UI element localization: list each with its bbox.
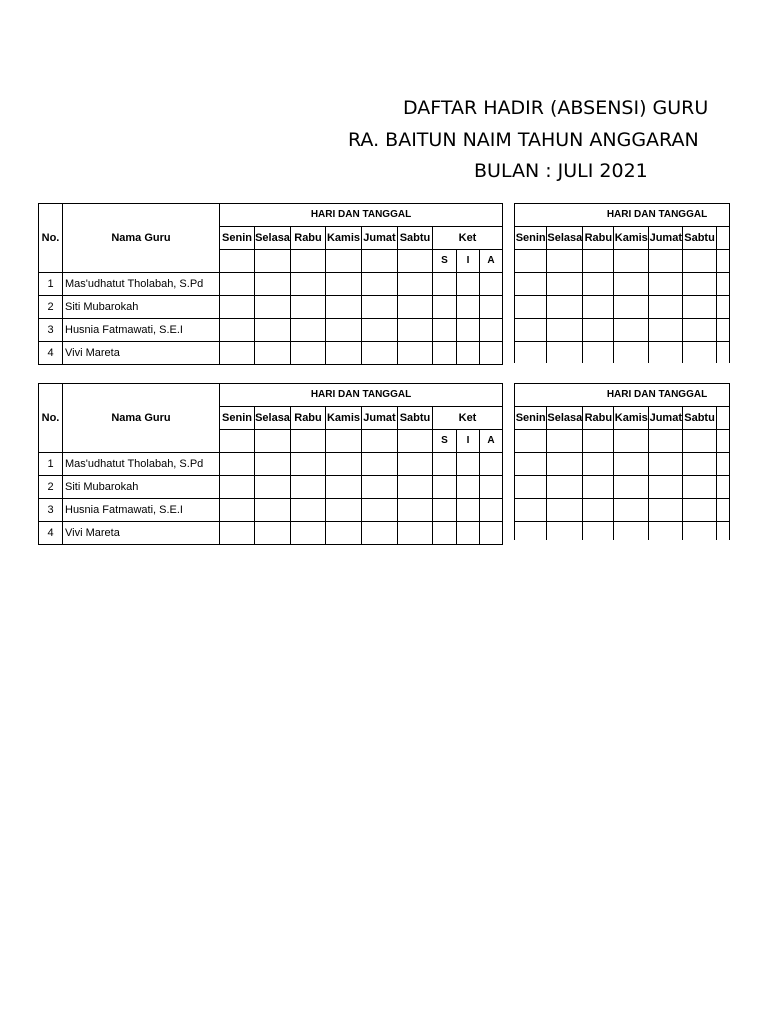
col-header-nama-guru: Nama Guru xyxy=(63,384,220,453)
attendance-cell[interactable] xyxy=(583,342,614,364)
row-teacher-name: Vivi Mareta xyxy=(63,522,220,545)
attendance-cell[interactable] xyxy=(457,296,480,319)
date-cell[interactable] xyxy=(583,430,614,453)
attendance-cell[interactable] xyxy=(583,522,614,541)
attendance-cell[interactable] xyxy=(398,342,433,365)
attendance-cell[interactable] xyxy=(480,319,503,342)
attendance-cell[interactable] xyxy=(583,296,614,319)
table-row xyxy=(515,499,730,522)
date-cell[interactable] xyxy=(362,250,398,273)
attendance-cell[interactable] xyxy=(220,476,255,499)
attendance-cell[interactable] xyxy=(583,499,614,522)
attendance-cell[interactable] xyxy=(255,273,291,296)
row-no: 4 xyxy=(39,522,63,545)
attendance-cell[interactable] xyxy=(547,499,583,522)
attendance-cell[interactable] xyxy=(649,273,683,296)
cell xyxy=(716,407,729,430)
date-cell[interactable] xyxy=(614,430,649,453)
row-no: 2 xyxy=(39,296,63,319)
attendance-cell[interactable] xyxy=(614,499,649,522)
attendance-cell[interactable] xyxy=(398,296,433,319)
attendance-cell[interactable] xyxy=(398,476,433,499)
day-selasa: Selasa xyxy=(255,227,291,250)
attendance-cell[interactable] xyxy=(398,319,433,342)
attendance-cell[interactable] xyxy=(649,453,683,476)
date-cell[interactable] xyxy=(398,430,433,453)
day-rabu: Rabu xyxy=(291,407,326,430)
attendance-cell[interactable] xyxy=(614,453,649,476)
row-teacher-name: Siti Mubarokah xyxy=(63,476,220,499)
attendance-cell[interactable] xyxy=(649,476,683,499)
attendance-cell[interactable] xyxy=(515,476,547,499)
attendance-cell[interactable] xyxy=(326,342,362,365)
attendance-cell[interactable] xyxy=(515,453,547,476)
attendance-cell[interactable] xyxy=(515,499,547,522)
attendance-cell[interactable] xyxy=(649,319,683,342)
date-cell[interactable] xyxy=(614,250,649,273)
col-header-ket: Ket xyxy=(433,227,503,250)
date-cell[interactable] xyxy=(515,250,547,273)
col-header-no: No. xyxy=(39,384,63,453)
date-cell[interactable] xyxy=(683,430,716,453)
attendance-cell[interactable] xyxy=(362,476,398,499)
table-row xyxy=(39,476,503,499)
attendance-cell[interactable] xyxy=(433,453,457,476)
attendance-cell[interactable] xyxy=(480,499,503,522)
row-no: 1 xyxy=(39,453,63,476)
attendance-cell[interactable] xyxy=(220,522,255,545)
attendance-cell[interactable] xyxy=(326,522,362,545)
date-cell[interactable] xyxy=(291,430,326,453)
date-cell[interactable] xyxy=(547,430,583,453)
attendance-cell[interactable] xyxy=(683,296,716,319)
ket-alpa: A xyxy=(480,430,503,453)
attendance-cell[interactable] xyxy=(220,296,255,319)
day-senin: Senin xyxy=(220,227,255,250)
day-jumat: Jumat xyxy=(362,227,398,250)
attendance-cell[interactable] xyxy=(716,273,729,296)
attendance-cell[interactable] xyxy=(547,453,583,476)
attendance-cell[interactable] xyxy=(480,476,503,499)
attendance-cell[interactable] xyxy=(649,342,683,364)
attendance-cell[interactable] xyxy=(614,342,649,364)
attendance-cell[interactable] xyxy=(547,342,583,364)
attendance-cell[interactable] xyxy=(220,273,255,296)
attendance-cell[interactable] xyxy=(255,499,291,522)
col-header-hari-dan-tanggal: HARI DAN TANGGAL xyxy=(220,204,503,227)
attendance-cell[interactable] xyxy=(583,319,614,342)
attendance-cell[interactable] xyxy=(614,476,649,499)
attendance-cell[interactable] xyxy=(457,453,480,476)
row-no: 2 xyxy=(39,476,63,499)
date-cell[interactable] xyxy=(255,250,291,273)
table-row xyxy=(39,499,503,522)
day-rabu: Rabu xyxy=(583,227,614,250)
day-jumat: Jumat xyxy=(362,407,398,430)
attendance-cell[interactable] xyxy=(515,522,547,541)
date-cell[interactable] xyxy=(220,250,255,273)
table-row xyxy=(515,476,730,499)
date-cell[interactable] xyxy=(291,250,326,273)
day-senin: Senin xyxy=(515,227,547,250)
date-cell[interactable] xyxy=(362,430,398,453)
ket-izin: I xyxy=(457,250,480,273)
attendance-cell[interactable] xyxy=(683,499,716,522)
table-row xyxy=(515,453,730,476)
day-senin: Senin xyxy=(220,407,255,430)
ket-sakit: S xyxy=(433,250,457,273)
date-cell[interactable] xyxy=(649,250,683,273)
attendance-cell[interactable] xyxy=(255,342,291,365)
page-title: DAFTAR HADIR (ABSENSI) GURU xyxy=(403,97,709,119)
table-row xyxy=(515,296,730,319)
row-no: 4 xyxy=(39,342,63,365)
table-row xyxy=(39,296,503,319)
attendance-cell[interactable] xyxy=(515,342,547,364)
institution-title: RA. BAITUN NAIM TAHUN ANGGARAN xyxy=(348,129,699,151)
attendance-cell[interactable] xyxy=(457,273,480,296)
attendance-cell[interactable] xyxy=(220,499,255,522)
attendance-cell[interactable] xyxy=(480,342,503,365)
day-selasa: Selasa xyxy=(255,407,291,430)
attendance-cell[interactable] xyxy=(362,319,398,342)
day-selasa: Selasa xyxy=(547,407,583,430)
cell xyxy=(716,227,729,250)
attendance-cell[interactable] xyxy=(326,453,362,476)
attendance-cell[interactable] xyxy=(362,499,398,522)
attendance-cell[interactable] xyxy=(291,499,326,522)
attendance-cell[interactable] xyxy=(220,319,255,342)
day-kamis: Kamis xyxy=(326,407,362,430)
attendance-cell[interactable] xyxy=(583,476,614,499)
day-rabu: Rabu xyxy=(291,227,326,250)
day-sabtu: Sabtu xyxy=(398,407,433,430)
attendance-table-left-1 xyxy=(38,203,503,365)
attendance-cell[interactable] xyxy=(716,342,729,364)
attendance-cell[interactable] xyxy=(716,522,729,541)
day-rabu: Rabu xyxy=(583,407,614,430)
day-kamis: Kamis xyxy=(326,227,362,250)
date-cell[interactable] xyxy=(716,430,729,453)
attendance-cell[interactable] xyxy=(614,319,649,342)
row-teacher-name: Siti Mubarokah xyxy=(63,296,220,319)
attendance-cell[interactable] xyxy=(362,522,398,545)
date-cell[interactable] xyxy=(255,430,291,453)
attendance-cell[interactable] xyxy=(291,273,326,296)
date-cell[interactable] xyxy=(515,430,547,453)
day-jumat: Jumat xyxy=(649,227,683,250)
attendance-cell[interactable] xyxy=(326,296,362,319)
attendance-cell[interactable] xyxy=(362,296,398,319)
attendance-cell[interactable] xyxy=(649,296,683,319)
row-no: 3 xyxy=(39,499,63,522)
attendance-cell[interactable] xyxy=(398,453,433,476)
date-cell[interactable] xyxy=(683,250,716,273)
attendance-cell[interactable] xyxy=(683,273,716,296)
attendance-cell[interactable] xyxy=(255,476,291,499)
attendance-cell[interactable] xyxy=(433,522,457,545)
row-teacher-name: Husnia Fatmawati, S.E.I xyxy=(63,319,220,342)
attendance-cell[interactable] xyxy=(291,453,326,476)
attendance-cell[interactable] xyxy=(433,319,457,342)
attendance-cell[interactable] xyxy=(515,296,547,319)
attendance-cell[interactable] xyxy=(433,273,457,296)
attendance-cell[interactable] xyxy=(649,522,683,541)
col-header-no: No. xyxy=(39,204,63,273)
col-header-hari-dan-tanggal: HARI DAN TANGGAL xyxy=(515,204,730,227)
attendance-cell[interactable] xyxy=(716,499,729,522)
day-selasa: Selasa xyxy=(547,227,583,250)
attendance-cell[interactable] xyxy=(614,296,649,319)
attendance-table-right-2 xyxy=(514,383,730,540)
attendance-cell[interactable] xyxy=(583,273,614,296)
attendance-cell[interactable] xyxy=(398,522,433,545)
attendance-cell[interactable] xyxy=(515,319,547,342)
attendance-cell[interactable] xyxy=(457,476,480,499)
day-sabtu: Sabtu xyxy=(398,227,433,250)
table-row xyxy=(515,522,730,541)
attendance-cell[interactable] xyxy=(255,522,291,545)
col-header-hari-dan-tanggal: HARI DAN TANGGAL xyxy=(515,384,730,407)
attendance-cell[interactable] xyxy=(291,296,326,319)
attendance-cell[interactable] xyxy=(433,499,457,522)
attendance-cell[interactable] xyxy=(716,296,729,319)
date-cell[interactable] xyxy=(649,430,683,453)
row-no: 3 xyxy=(39,319,63,342)
col-header-hari-dan-tanggal: HARI DAN TANGGAL xyxy=(220,384,503,407)
attendance-cell[interactable] xyxy=(649,499,683,522)
attendance-cell[interactable] xyxy=(683,342,716,364)
col-header-ket: Ket xyxy=(433,407,503,430)
attendance-cell[interactable] xyxy=(547,522,583,541)
attendance-cell[interactable] xyxy=(683,522,716,541)
attendance-cell[interactable] xyxy=(716,319,729,342)
date-cell[interactable] xyxy=(547,250,583,273)
row-teacher-name: Mas'udhatut Tholabah, S.Pd xyxy=(63,453,220,476)
day-sabtu: Sabtu xyxy=(683,227,716,250)
row-teacher-name: Mas'udhatut Tholabah, S.Pd xyxy=(63,273,220,296)
table-row xyxy=(515,342,730,364)
attendance-cell[interactable] xyxy=(362,342,398,365)
attendance-cell[interactable] xyxy=(433,476,457,499)
attendance-cell[interactable] xyxy=(326,476,362,499)
attendance-cell[interactable] xyxy=(614,522,649,541)
ket-izin: I xyxy=(457,430,480,453)
row-teacher-name: Vivi Mareta xyxy=(63,342,220,365)
attendance-cell[interactable] xyxy=(480,296,503,319)
attendance-cell[interactable] xyxy=(326,273,362,296)
attendance-cell[interactable] xyxy=(255,319,291,342)
attendance-cell[interactable] xyxy=(291,319,326,342)
ket-sakit: S xyxy=(433,430,457,453)
attendance-cell[interactable] xyxy=(614,273,649,296)
attendance-cell[interactable] xyxy=(326,499,362,522)
attendance-cell[interactable] xyxy=(220,453,255,476)
table-row xyxy=(39,522,503,545)
attendance-cell[interactable] xyxy=(683,319,716,342)
month-title: BULAN : JULI 2021 xyxy=(474,160,648,182)
attendance-cell[interactable] xyxy=(362,453,398,476)
attendance-cell[interactable] xyxy=(398,499,433,522)
attendance-cell[interactable] xyxy=(291,476,326,499)
table-row xyxy=(515,319,730,342)
row-no: 1 xyxy=(39,273,63,296)
attendance-cell[interactable] xyxy=(457,319,480,342)
date-cell[interactable] xyxy=(583,250,614,273)
attendance-cell[interactable] xyxy=(515,273,547,296)
attendance-cell[interactable] xyxy=(255,453,291,476)
date-cell[interactable] xyxy=(716,250,729,273)
attendance-cell[interactable] xyxy=(398,273,433,296)
date-cell[interactable] xyxy=(398,250,433,273)
table-row xyxy=(39,453,503,476)
attendance-cell[interactable] xyxy=(683,453,716,476)
attendance-cell[interactable] xyxy=(291,522,326,545)
attendance-cell[interactable] xyxy=(291,342,326,365)
date-cell[interactable] xyxy=(326,250,362,273)
ket-alpa: A xyxy=(480,250,503,273)
attendance-cell[interactable] xyxy=(220,342,255,365)
attendance-cell[interactable] xyxy=(362,273,398,296)
attendance-cell[interactable] xyxy=(433,342,457,365)
attendance-cell[interactable] xyxy=(683,476,716,499)
day-kamis: Kamis xyxy=(614,227,649,250)
attendance-table-right-1-viewport xyxy=(514,203,730,363)
attendance-cell[interactable] xyxy=(457,522,480,545)
day-senin: Senin xyxy=(515,407,547,430)
attendance-cell[interactable] xyxy=(255,296,291,319)
day-sabtu: Sabtu xyxy=(683,407,716,430)
attendance-cell[interactable] xyxy=(547,296,583,319)
attendance-cell[interactable] xyxy=(433,296,457,319)
attendance-cell[interactable] xyxy=(547,476,583,499)
attendance-cell[interactable] xyxy=(457,342,480,365)
attendance-cell[interactable] xyxy=(457,499,480,522)
attendance-cell[interactable] xyxy=(326,319,362,342)
attendance-cell[interactable] xyxy=(480,453,503,476)
table-row xyxy=(515,273,730,296)
date-cell[interactable] xyxy=(326,430,362,453)
day-kamis: Kamis xyxy=(614,407,649,430)
date-cell[interactable] xyxy=(220,430,255,453)
row-teacher-name: Husnia Fatmawati, S.E.I xyxy=(63,499,220,522)
attendance-table-left-2 xyxy=(38,383,503,545)
attendance-cell[interactable] xyxy=(716,453,729,476)
day-jumat: Jumat xyxy=(649,407,683,430)
attendance-cell[interactable] xyxy=(547,319,583,342)
attendance-cell[interactable] xyxy=(716,476,729,499)
attendance-table-right-2-viewport xyxy=(514,383,730,540)
attendance-cell[interactable] xyxy=(480,522,503,545)
attendance-cell[interactable] xyxy=(480,273,503,296)
col-header-nama-guru: Nama Guru xyxy=(63,204,220,273)
attendance-table-right-1 xyxy=(514,203,730,363)
attendance-cell[interactable] xyxy=(583,453,614,476)
attendance-cell[interactable] xyxy=(547,273,583,296)
table-row xyxy=(39,319,503,342)
table-row xyxy=(39,273,503,296)
table-row xyxy=(39,342,503,365)
